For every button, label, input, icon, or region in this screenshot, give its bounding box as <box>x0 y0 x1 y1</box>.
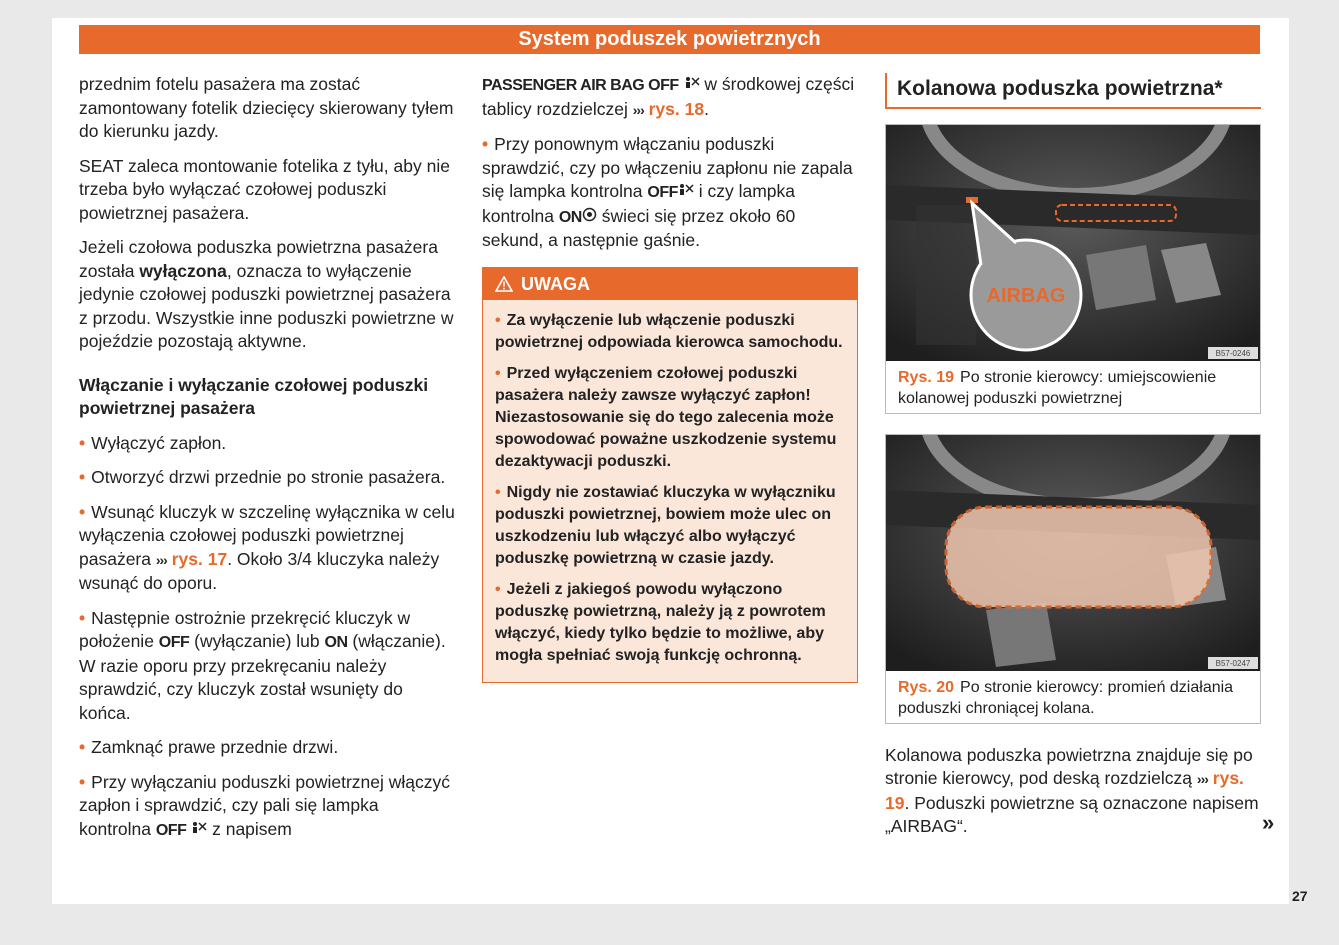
figure-19 <box>885 124 1261 414</box>
text-run: (wyłączanie) lub <box>189 631 325 651</box>
bullet-icon: • <box>79 771 86 792</box>
text-run: Wsunąć kluczyk w szczelinę wyłącznika w celu wyłączenia czołowej poduszki powietrznej pasażera <box>79 501 455 569</box>
on-symbol: ON <box>558 208 582 226</box>
reference-arrows-icon: ››› <box>155 551 167 568</box>
list-item <box>482 133 858 253</box>
passenger-airbag-icon <box>191 821 207 835</box>
text-run: i czy lampka kontrolna <box>482 181 796 226</box>
text-run: Wyłączyć zapłon. <box>91 432 227 453</box>
column-right <box>885 73 1261 850</box>
paragraph: SEAT zaleca montowanie fotelika z tyłu, aby nie trzeba było wyłączać czołowej poduszki powietrznej pasażera. <box>79 155 450 223</box>
warning-item <box>495 482 845 570</box>
page-header: System poduszek powietrznych <box>79 25 1260 54</box>
subheading: Włączanie i wyłączanie czołowej poduszki powietrznej pasażera <box>79 374 429 418</box>
text-run: Jeżeli z jakiegoś powodu wyłączono poduszkę powietrzną, należy ją z powrotem włączyć, kiedy tylko będzie to możliwe, aby mogła spełniać swoją funkcję ochronną. <box>495 580 826 664</box>
bold-text: wyłączona <box>139 260 227 281</box>
text-run: Nigdy nie zostawiać kluczyka w wyłączniku poduszki powietrznej, bowiem może ulec on uszkodzeniu lub włączyć albo wyłączyć poduszkę powietrzną w czasie jazdy. <box>495 483 836 567</box>
passenger-airbag-icon <box>678 183 694 197</box>
column-middle <box>482 73 858 683</box>
caption-text: Po stronie kierowcy: umiejscowienie kolanowej poduszki powietrznej <box>898 368 1217 407</box>
text-run: Przy wyłączaniu poduszki powietrznej włączyć zapłon i sprawdzić, czy pali się lampka kontrolna <box>79 771 451 839</box>
paragraph <box>885 744 1261 839</box>
text-run: Następnie ostrożnie przekręcić kluczyk w położenie <box>79 607 411 651</box>
image-code: B57-0247 <box>1215 658 1251 668</box>
warning-triangle-icon <box>495 276 513 292</box>
warning-box <box>482 267 858 683</box>
bullet-icon: • <box>495 311 501 329</box>
bullet-icon: • <box>495 580 501 598</box>
text-run: w środkowej części tablicy rozdzielczej <box>482 74 855 119</box>
text-run: (włączanie). W razie oporu przy przekręcaniu należy sprawdzić, czy kluczyk został wsunięty do końca. <box>79 631 446 723</box>
continue-arrow-icon: » <box>1262 810 1275 835</box>
list-item <box>79 432 455 456</box>
warning-body <box>483 300 857 682</box>
text-run: . Poduszki powietrzne są oznaczone napisem „AIRBAG“. <box>885 792 1259 836</box>
bullet-icon: • <box>482 134 489 154</box>
bullet-icon: • <box>79 607 86 628</box>
off-symbol: OFF <box>647 184 678 201</box>
passenger-airbag-off-label: PASSENGER AIR BAG OFF <box>482 77 679 94</box>
figure-label: Rys. 19 <box>898 368 955 386</box>
section-title: Kolanowa poduszka powietrzna* <box>885 73 1261 109</box>
figure-label: Rys. 20 <box>898 678 955 696</box>
warning-header <box>483 268 857 300</box>
off-symbol: OFF <box>155 821 187 839</box>
text-run: Zamknąć prawe przednie drzwi. <box>91 737 339 757</box>
text-run: świeci się przez około 60 sekund, a następnie gaśnie. <box>482 205 796 250</box>
bullet-icon: • <box>495 483 501 501</box>
text-run: Przy ponownym włączaniu poduszki sprawdzić, czy po włączeniu zapłonu nie zapala się lampka kontrolna <box>482 134 853 201</box>
paragraph: przednim fotelu pasażera ma zostać zamontowany fotelik dziecięcy skierowany tyłem do kierunku jazdy. <box>79 74 454 141</box>
reference-arrows-icon: ››› <box>632 101 644 118</box>
figure-reference-link[interactable]: rys. 19 <box>885 768 1244 813</box>
airbag-label: AIRBAG <box>986 284 1066 307</box>
warning-item <box>495 363 845 473</box>
bullet-icon: • <box>495 364 501 382</box>
knee-airbag-location-image <box>886 125 1260 361</box>
list-item <box>79 771 455 843</box>
bullet-icon: • <box>79 737 86 757</box>
on-symbol: ON <box>324 634 348 651</box>
paragraph <box>482 73 858 122</box>
knee-airbag-deployment-image <box>886 435 1260 671</box>
figure-20 <box>885 434 1261 724</box>
text-run: , oznacza to wyłączenie jedynie czołowej poduszki powietrznej pasażera z przodu. Wszystkie inne poduszki powietrzne w pojeździe pozostają aktywne. <box>79 260 454 351</box>
list-item <box>79 736 455 760</box>
list-item <box>79 501 455 596</box>
figure-caption <box>886 361 1260 413</box>
text-run: . Około 3/4 kluczyka należy wsunąć do oporu. <box>79 548 440 593</box>
text-run: Przed wyłączeniem czołowej poduszki pasażera należy zawsze wyłączyć zapłon! Niezastosowanie się do tego zalecenia może spowodować poważne uszkodzenie systemu dezaktywacji poduszki. <box>495 364 837 470</box>
bullet-icon: • <box>79 501 86 522</box>
airbag-on-icon <box>582 207 597 222</box>
figure-reference-link[interactable]: rys. 17 <box>171 548 228 569</box>
image-code: B57-0246 <box>1215 348 1251 358</box>
warning-item <box>495 579 845 667</box>
list-item <box>79 466 455 490</box>
bullet-icon: • <box>79 432 86 453</box>
reference-arrows-icon: ››› <box>1196 771 1208 787</box>
text-run: . <box>704 98 709 119</box>
text-run: Otworzyć drzwi przednie po stronie pasażera. <box>91 467 446 487</box>
text-run: z napisem <box>207 818 292 839</box>
paragraph <box>79 236 455 354</box>
list-item <box>79 607 455 726</box>
figure-reference-link[interactable]: rys. 18 <box>648 98 705 119</box>
warning-item <box>495 310 845 354</box>
passenger-airbag-icon <box>684 76 700 90</box>
text-run: Jeżeli czołowa poduszka powietrzna pasażera została <box>79 237 438 281</box>
text-run: Kolanowa poduszka powietrzna znajduje się po stronie kierowcy, pod deską rozdzielczą <box>885 744 1253 788</box>
caption-text: Po stronie kierowcy: promień działania poduszki chroniącej kolana. <box>898 678 1234 717</box>
text-run: Za wyłączenie lub włączenie poduszki powietrznej odpowiada kierowca samochodu. <box>495 311 843 351</box>
bullet-icon: • <box>79 467 86 487</box>
page-number: 27 <box>1292 888 1308 904</box>
figure-caption <box>886 671 1260 723</box>
column-left <box>79 73 455 853</box>
warning-title: UWAGA <box>521 273 590 294</box>
off-symbol: OFF <box>158 634 190 651</box>
